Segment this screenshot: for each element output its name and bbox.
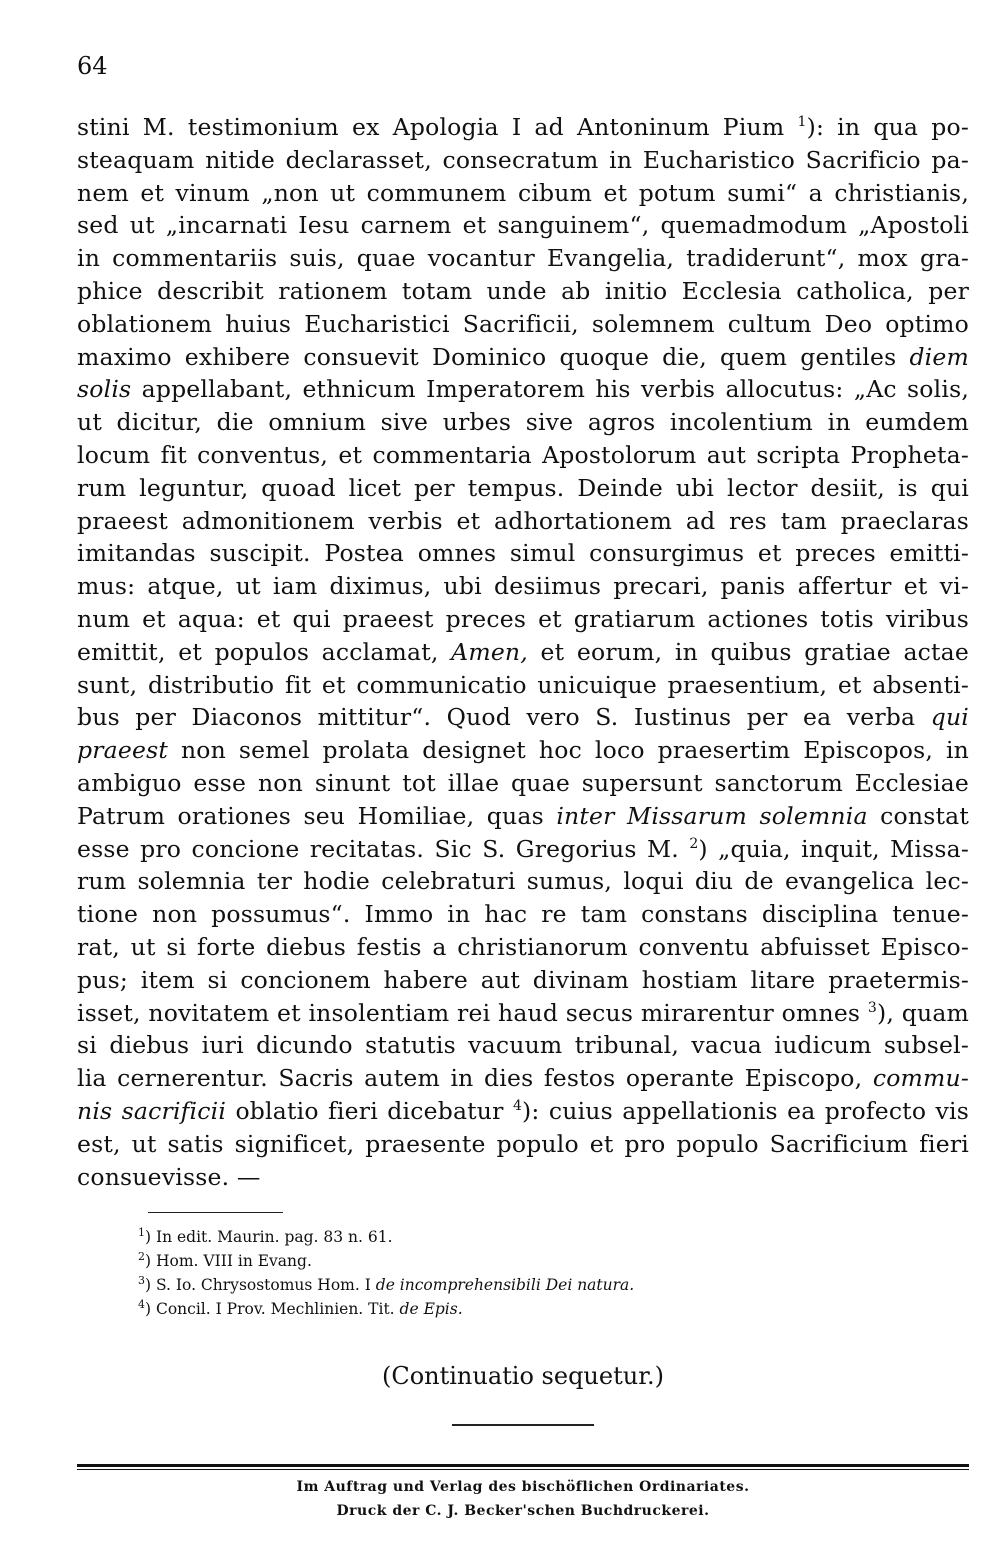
line-italic: nis sacrificii [77, 1096, 227, 1125]
line-italic: solis [77, 375, 132, 404]
text-line [77, 144, 969, 177]
text-line [77, 1029, 969, 1062]
line-text: constat [867, 801, 969, 830]
line-text: lia cernerentur. Sacris autem in dies festos operante Episcopo, [77, 1064, 873, 1093]
line-text: rat, ut si forte diebus festis a christianorum conventu abfuisset Episco- [77, 932, 969, 961]
text-line [77, 734, 969, 767]
footnote [138, 1297, 898, 1321]
closing-rule [452, 1424, 594, 1426]
footnote-ref: 1 [797, 114, 807, 131]
footnote-ref: 2 [689, 835, 699, 852]
line-text: bus per Diaconos mittitur“. Quod vero S. Iustinus per ea verba [77, 703, 931, 732]
line-text: rum leguntur, quoad licet per tempus. Deinde ubi lector desiit, is qui [77, 473, 969, 502]
line-text: appellabant, ethnicum Imperatorem his verbis allocutus: „Ac solis, [131, 375, 969, 404]
line-italic: qui [930, 703, 969, 732]
text-line [77, 636, 969, 669]
text-line [77, 1128, 969, 1161]
line-text: oblationem huius Eucharistici Sacrificii, solemnem cultum Deo optimo [77, 309, 969, 338]
body-text [77, 111, 969, 1193]
line-text: ), quam [877, 998, 970, 1027]
line-text: pus; item si concionem habere aut divinam hostiam litare praetermis- [77, 965, 969, 994]
text-line [77, 931, 969, 964]
line-text: consuevisse. — [77, 1162, 261, 1191]
line-text: num et aqua: et qui praeest preces et gratiarum actiones totis viribus [77, 604, 969, 633]
line-text: rum solemnia ter hodie celebraturi sumus, loqui diu de evangelica lec- [77, 867, 969, 896]
text-line [77, 373, 969, 406]
text-line [77, 997, 969, 1030]
line-italic: diem [909, 342, 969, 371]
footnote-mark: 3 [138, 1273, 145, 1287]
text-line [77, 669, 969, 702]
text-line [77, 1062, 969, 1095]
text-line [77, 964, 969, 997]
line-text: est, ut satis significet, praesente populo et pro populo Sacrificium fieri [77, 1129, 969, 1158]
footnote-text: ) Hom. VIII in Evang. [145, 1252, 312, 1270]
line-text: stini M. testimonium ex Apologia I ad Antoninum Pium [77, 113, 798, 141]
footnote [138, 1249, 898, 1273]
page-number: 64 [77, 52, 108, 80]
text-line [77, 833, 969, 866]
footnote-mark: 2 [138, 1249, 145, 1263]
line-text: oblatio fieri dicebatur [226, 1096, 513, 1125]
line-text: ambiguo esse non sinunt tot illae quae supersunt sanctorum Ecclesiae [77, 768, 969, 797]
line-text: non semel prolata designet hoc loco praesertim Episcopos, in [168, 736, 969, 765]
line-text: ) „quia, inquit, Missa- [698, 834, 970, 863]
line-text: in commentariis suis, quae vocantur Evangelia, tradiderunt“, mox gra- [77, 244, 969, 273]
line-text: praeest admonitionem verbis et adhortationem ad res tam praeclaras [77, 506, 969, 535]
line-text: steaquam nitide declarasset, consecratum in Eucharistico Sacrificio pa- [77, 145, 969, 174]
footnotes [138, 1225, 898, 1321]
imprint-printer: Druck der C. J. Becker'schen Buchdruckerei. [336, 1503, 710, 1519]
footnote-separator [148, 1212, 283, 1213]
footnote [138, 1273, 898, 1297]
line-italic: Amen, [451, 637, 528, 666]
line-italic: commu- [872, 1064, 969, 1093]
line-text: sed ut „incarnati Iesu carnem et sanguinem“, quemadmodum „Apostoli [77, 211, 969, 240]
text-line [77, 308, 969, 341]
text-line [77, 439, 969, 472]
footnote-text: ) S. Io. Chrysostomus Hom. I [145, 1276, 376, 1294]
imprint-publisher: Im Auftrag und Verlag des bischöflichen Ordinariates. [296, 1479, 750, 1495]
text-line [77, 242, 969, 275]
line-text: ): cuius appellationis ea profecto vis [522, 1096, 969, 1125]
line-italic: praeest [77, 736, 169, 765]
line-text: maximo exhibere consuevit Dominico quoque die, quem gentiles [77, 342, 910, 371]
text-line [77, 898, 969, 931]
footnote-mark: 1 [138, 1225, 145, 1239]
imprint-rule-thin [77, 1469, 969, 1470]
text-line [77, 406, 969, 439]
text-line [77, 209, 969, 242]
line-text: mus: atque, ut iam diximus, ubi desiimus precari, panis affertur et vi- [77, 572, 969, 601]
line-text: emittit, et populos acclamat, [77, 637, 452, 666]
text-line [77, 701, 969, 734]
footnote-ref: 3 [867, 999, 877, 1016]
text-line [77, 505, 969, 538]
line-text: imitandas suscipit. Postea omnes simul consurgimus et preces emitti- [77, 539, 969, 568]
footnote-text: ) In edit. Maurin. pag. 83 n. 61. [145, 1228, 393, 1246]
text-line [77, 472, 969, 505]
line-text: phice describit rationem totam unde ab initio Ecclesia catholica, per [77, 276, 969, 305]
line-italic: inter Missarum solemnia [556, 801, 868, 830]
text-line [77, 1095, 969, 1128]
text-line [77, 111, 969, 144]
text-line [77, 177, 969, 210]
line-text: tione non possumus“. Immo in hac re tam constans disciplina tenue- [77, 900, 969, 929]
footnote-ref: 4 [512, 1098, 523, 1115]
continuation-note: (Continuatio sequetur.) [381, 1362, 665, 1390]
text-line [77, 800, 969, 833]
footnote-mark: 4 [138, 1297, 145, 1311]
line-text: Patrum orationes seu Homiliae, quas [77, 801, 557, 830]
line-text: et eorum, in quibus gratiae actae [527, 637, 969, 666]
line-text: ): in qua po- [806, 113, 969, 141]
text-line [77, 1161, 969, 1194]
footnote [138, 1225, 898, 1249]
footnote-text: ) Concil. I Prov. Mechlinien. Tit. [145, 1300, 400, 1318]
text-line [77, 570, 969, 603]
text-line [77, 767, 969, 800]
text-line [77, 537, 969, 570]
text-line [77, 341, 969, 374]
text-line [77, 275, 969, 308]
line-text: esse pro concione recitatas. Sic S. Gregorius M. [77, 834, 690, 863]
line-text: si diebus iuri dicundo statutis vacuum tribunal, vacua iudicum subsel- [77, 1031, 969, 1060]
line-text: sunt, distributio fit et communicatio unicuique praesentium, et absenti- [77, 670, 969, 699]
line-text: isset, novitatem et insolentiam rei haud secus mirarentur omnes [77, 998, 868, 1027]
line-text: ut dicitur, die omnium sive urbes sive agros incolentium in eumdem [77, 408, 969, 437]
imprint [0, 1475, 1000, 1523]
text-line [77, 603, 969, 636]
line-text: locum fit conventus, et commentaria Apostolorum aut scripta Propheta- [77, 440, 969, 469]
line-text: nem et vinum „non ut communem cibum et potum sumi“ a christianis, [77, 178, 969, 207]
footnote-italic: de incomprehensibili Dei natura. [375, 1276, 635, 1294]
imprint-rule [77, 1464, 969, 1467]
footnote-italic: de Epis. [399, 1300, 463, 1318]
text-line [77, 865, 969, 898]
